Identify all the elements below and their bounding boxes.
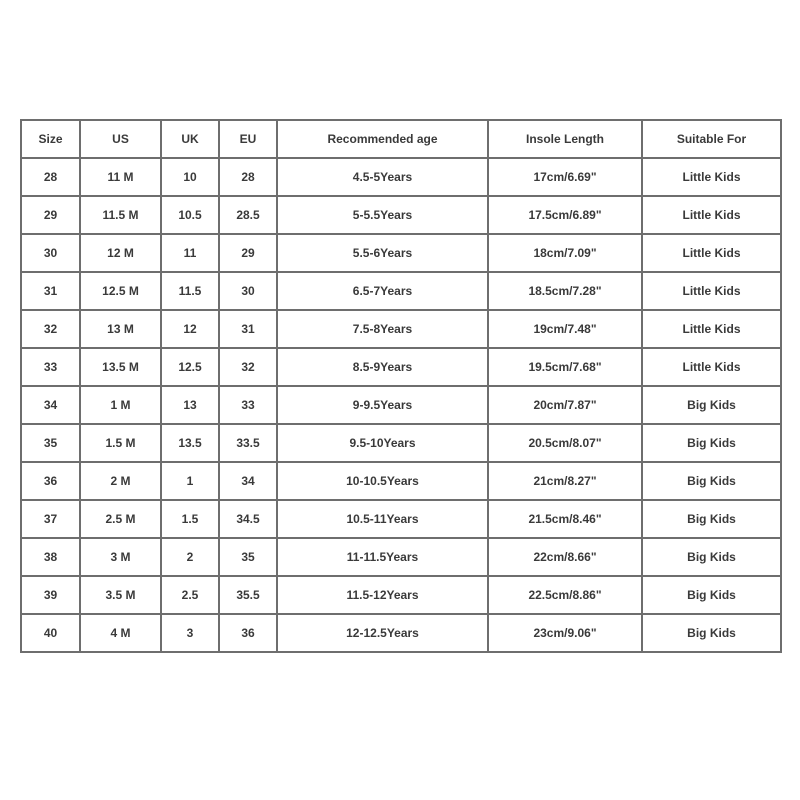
cell-us: 11 M (80, 158, 161, 196)
cell-us: 1 M (80, 386, 161, 424)
cell-insole-length: 18cm/7.09" (488, 234, 642, 272)
cell-eu: 28.5 (219, 196, 277, 234)
cell-recommended-age: 9-9.5Years (277, 386, 488, 424)
cell-suitable-for: Little Kids (642, 234, 781, 272)
cell-suitable-for: Big Kids (642, 538, 781, 576)
table-row (21, 424, 781, 462)
cell-uk: 2.5 (161, 576, 219, 614)
table-row (21, 538, 781, 576)
cell-eu: 28 (219, 158, 277, 196)
cell-eu: 33 (219, 386, 277, 424)
cell-size: 38 (21, 538, 80, 576)
cell-uk: 13.5 (161, 424, 219, 462)
table-row (21, 348, 781, 386)
cell-recommended-age: 10.5-11Years (277, 500, 488, 538)
table-row (21, 196, 781, 234)
cell-insole-length: 20.5cm/8.07" (488, 424, 642, 462)
cell-size: 28 (21, 158, 80, 196)
cell-eu: 29 (219, 234, 277, 272)
header-us: US (80, 120, 161, 158)
cell-size: 30 (21, 234, 80, 272)
cell-recommended-age: 5-5.5Years (277, 196, 488, 234)
cell-size: 36 (21, 462, 80, 500)
cell-suitable-for: Little Kids (642, 310, 781, 348)
table-row (21, 234, 781, 272)
header-uk: UK (161, 120, 219, 158)
cell-eu: 36 (219, 614, 277, 652)
cell-size: 32 (21, 310, 80, 348)
cell-us: 4 M (80, 614, 161, 652)
size-chart-table (20, 119, 782, 653)
cell-recommended-age: 6.5-7Years (277, 272, 488, 310)
cell-insole-length: 19cm/7.48" (488, 310, 642, 348)
header-eu: EU (219, 120, 277, 158)
cell-eu: 31 (219, 310, 277, 348)
cell-uk: 12 (161, 310, 219, 348)
cell-suitable-for: Big Kids (642, 500, 781, 538)
cell-size: 34 (21, 386, 80, 424)
table-row (21, 462, 781, 500)
cell-suitable-for: Big Kids (642, 462, 781, 500)
cell-uk: 12.5 (161, 348, 219, 386)
cell-us: 3.5 M (80, 576, 161, 614)
cell-us: 12.5 M (80, 272, 161, 310)
cell-size: 37 (21, 500, 80, 538)
cell-recommended-age: 11.5-12Years (277, 576, 488, 614)
cell-recommended-age: 5.5-6Years (277, 234, 488, 272)
header-size: Size (21, 120, 80, 158)
cell-size: 39 (21, 576, 80, 614)
cell-suitable-for: Big Kids (642, 386, 781, 424)
table-body (21, 158, 781, 652)
header-recommended-age: Recommended age (277, 120, 488, 158)
cell-uk: 10 (161, 158, 219, 196)
cell-eu: 35 (219, 538, 277, 576)
cell-suitable-for: Little Kids (642, 196, 781, 234)
cell-eu: 33.5 (219, 424, 277, 462)
table-row (21, 576, 781, 614)
table-row (21, 386, 781, 424)
table-row (21, 310, 781, 348)
header-insole-length: Insole Length (488, 120, 642, 158)
cell-insole-length: 17.5cm/6.89" (488, 196, 642, 234)
cell-uk: 3 (161, 614, 219, 652)
cell-eu: 30 (219, 272, 277, 310)
cell-recommended-age: 7.5-8Years (277, 310, 488, 348)
cell-us: 2.5 M (80, 500, 161, 538)
cell-us: 3 M (80, 538, 161, 576)
cell-us: 1.5 M (80, 424, 161, 462)
cell-uk: 10.5 (161, 196, 219, 234)
table-row (21, 614, 781, 652)
cell-us: 13 M (80, 310, 161, 348)
cell-suitable-for: Big Kids (642, 614, 781, 652)
cell-eu: 35.5 (219, 576, 277, 614)
cell-recommended-age: 10-10.5Years (277, 462, 488, 500)
cell-us: 13.5 M (80, 348, 161, 386)
table-row (21, 500, 781, 538)
cell-insole-length: 17cm/6.69" (488, 158, 642, 196)
cell-recommended-age: 8.5-9Years (277, 348, 488, 386)
cell-eu: 34 (219, 462, 277, 500)
cell-uk: 11.5 (161, 272, 219, 310)
cell-us: 12 M (80, 234, 161, 272)
cell-recommended-age: 11-11.5Years (277, 538, 488, 576)
cell-uk: 2 (161, 538, 219, 576)
header-row (21, 120, 781, 158)
table-row (21, 272, 781, 310)
table-row (21, 158, 781, 196)
cell-size: 29 (21, 196, 80, 234)
cell-uk: 1 (161, 462, 219, 500)
cell-insole-length: 20cm/7.87" (488, 386, 642, 424)
cell-insole-length: 19.5cm/7.68" (488, 348, 642, 386)
cell-us: 2 M (80, 462, 161, 500)
header-suitable-for: Suitable For (642, 120, 781, 158)
cell-size: 40 (21, 614, 80, 652)
cell-recommended-age: 4.5-5Years (277, 158, 488, 196)
cell-suitable-for: Big Kids (642, 576, 781, 614)
cell-suitable-for: Little Kids (642, 348, 781, 386)
cell-size: 35 (21, 424, 80, 462)
cell-insole-length: 18.5cm/7.28" (488, 272, 642, 310)
cell-size: 31 (21, 272, 80, 310)
cell-eu: 32 (219, 348, 277, 386)
cell-insole-length: 21.5cm/8.46" (488, 500, 642, 538)
cell-eu: 34.5 (219, 500, 277, 538)
cell-us: 11.5 M (80, 196, 161, 234)
cell-uk: 11 (161, 234, 219, 272)
cell-uk: 1.5 (161, 500, 219, 538)
cell-suitable-for: Big Kids (642, 424, 781, 462)
cell-recommended-age: 12-12.5Years (277, 614, 488, 652)
cell-insole-length: 23cm/9.06" (488, 614, 642, 652)
cell-uk: 13 (161, 386, 219, 424)
cell-insole-length: 22.5cm/8.86" (488, 576, 642, 614)
cell-recommended-age: 9.5-10Years (277, 424, 488, 462)
cell-insole-length: 21cm/8.27" (488, 462, 642, 500)
cell-insole-length: 22cm/8.66" (488, 538, 642, 576)
cell-size: 33 (21, 348, 80, 386)
cell-suitable-for: Little Kids (642, 272, 781, 310)
cell-suitable-for: Little Kids (642, 158, 781, 196)
